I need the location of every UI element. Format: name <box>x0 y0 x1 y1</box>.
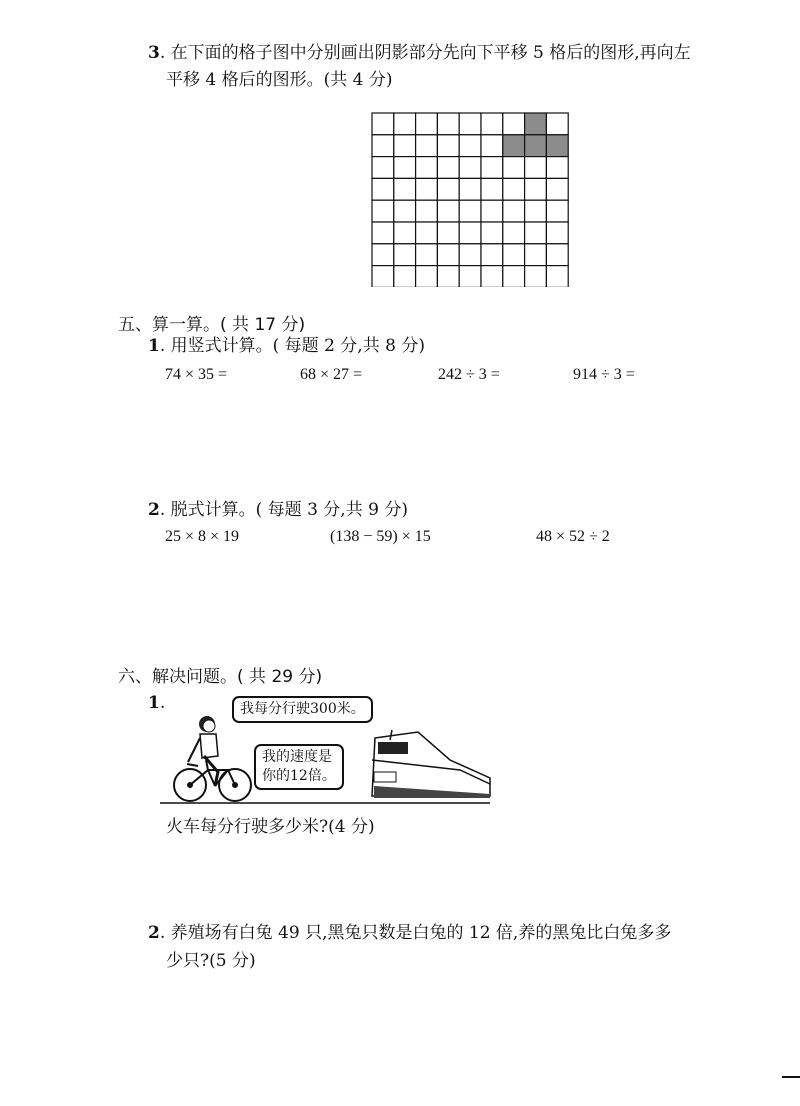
grid-cell <box>481 113 503 135</box>
stepwise-calc-expr-1: 25 × 8 × 19 <box>165 528 240 545</box>
grid-cell <box>546 266 568 287</box>
grid-cell <box>394 113 416 135</box>
q3-number: 3 <box>148 43 160 63</box>
s5-q1-text: . 用竖式计算。( 每题 2 分,共 8 分) <box>159 336 425 356</box>
grid-cell <box>437 135 459 157</box>
grid-cell <box>546 244 568 266</box>
grid-cell <box>372 244 394 266</box>
grid-cell <box>372 222 394 244</box>
vertical-calc-expr-3: 242 ÷ 3 = <box>438 366 500 383</box>
s5-q2-number: 2 <box>148 500 160 520</box>
grid-cell <box>416 244 438 266</box>
grid-cell <box>459 222 481 244</box>
grid-cell <box>394 244 416 266</box>
s6-q2-line1 <box>148 920 671 947</box>
s6-q1-dot: . <box>159 693 166 713</box>
grid-cell <box>546 178 568 200</box>
grid-cell <box>481 178 503 200</box>
grid-cell <box>416 222 438 244</box>
vertical-calc-expr-2: 68 × 27 = <box>300 366 363 383</box>
grid-cell <box>416 200 438 222</box>
q3-line1 <box>148 40 691 67</box>
grid-cell <box>546 200 568 222</box>
train-bubble-line1: 我的速度是 <box>262 749 332 765</box>
grid-cell-shaded <box>525 135 547 157</box>
page-edge-mark <box>782 1076 800 1078</box>
grid-cell <box>481 200 503 222</box>
grid-cell <box>416 135 438 157</box>
section5-title: 五、算一算。( 共 17 分) <box>118 315 306 335</box>
train-bubble-line2: 你的12倍。 <box>262 768 336 784</box>
grid-cell <box>437 178 459 200</box>
grid-cell <box>394 135 416 157</box>
grid-cell <box>459 157 481 179</box>
grid-cell <box>372 157 394 179</box>
s5-q2-line <box>148 497 408 524</box>
grid-cell <box>437 113 459 135</box>
grid-cell <box>503 222 525 244</box>
stepwise-calc-expr-3: 48 × 52 ÷ 2 <box>536 528 610 545</box>
grid-cell <box>437 222 459 244</box>
grid-cell-shaded <box>503 135 525 157</box>
grid-cell <box>372 178 394 200</box>
grid-cell <box>503 157 525 179</box>
grid-cell <box>459 113 481 135</box>
grid-cell <box>459 135 481 157</box>
grid-cell <box>503 178 525 200</box>
grid-cell <box>503 244 525 266</box>
grid-cell-shaded <box>546 135 568 157</box>
s6-q2-number: 2 <box>148 923 160 943</box>
stepwise-calc-expr-2: (138 − 59) × 15 <box>330 528 431 545</box>
grid-cell <box>372 135 394 157</box>
grid-cell <box>525 266 547 287</box>
s6-q1-question: 火车每分行驶多少米?(4 分) <box>166 817 375 837</box>
grid-cell <box>372 266 394 287</box>
grid-cell <box>546 222 568 244</box>
translation-grid <box>371 112 571 287</box>
train-icon <box>372 730 490 798</box>
grid-cell <box>437 200 459 222</box>
s5-q1-line <box>148 333 425 360</box>
grid-cell <box>525 178 547 200</box>
s5-q1-number: 1 <box>148 336 160 356</box>
grid-cell-shaded <box>525 113 547 135</box>
grid-cell <box>481 222 503 244</box>
grid-cell <box>525 200 547 222</box>
grid-cell <box>503 200 525 222</box>
grid-cell <box>416 157 438 179</box>
s6-q2-text-line1: . 养殖场有白兔 49 只,黑兔只数是白兔的 12 倍,养的黑兔比白兔多多 <box>159 923 672 943</box>
s6-q2-text-line2: 少只?(5 分) <box>166 951 256 971</box>
cyclist-speech-bubble: 我每分行驶300米。 <box>232 696 373 723</box>
grid-cell <box>525 244 547 266</box>
grid-cell <box>481 157 503 179</box>
grid-cell <box>437 157 459 179</box>
grid-cell <box>416 266 438 287</box>
train-speech-bubble <box>254 744 344 790</box>
grid-cell <box>546 157 568 179</box>
grid-cell <box>503 266 525 287</box>
vertical-calc-expr-1: 74 × 35 = <box>165 366 228 383</box>
grid-cell <box>372 113 394 135</box>
grid-cell <box>481 266 503 287</box>
q3-text-line1: . 在下面的格子图中分别画出阴影部分先向下平移 5 格后的图形,再向左 <box>159 43 691 63</box>
vertical-calc-expr-4: 914 ÷ 3 = <box>573 366 635 383</box>
q3-text-line2: 平移 4 格后的图形。(共 4 分) <box>166 70 393 90</box>
s6-q1-number: 1 <box>148 693 160 713</box>
grid-cell <box>459 178 481 200</box>
grid-cell <box>372 200 394 222</box>
s5-q2-text: . 脱式计算。( 每题 3 分,共 9 分) <box>159 500 408 520</box>
section6-title: 六、解决问题。( 共 29 分) <box>118 667 323 687</box>
grid-cell <box>459 266 481 287</box>
grid-cell <box>525 222 547 244</box>
grid-cell <box>459 244 481 266</box>
grid-cell <box>459 200 481 222</box>
grid-cell <box>394 178 416 200</box>
grid-cell <box>525 157 547 179</box>
grid-cell <box>546 113 568 135</box>
grid-cell <box>437 266 459 287</box>
grid-cell <box>481 244 503 266</box>
grid-cell <box>416 113 438 135</box>
grid-cell <box>416 178 438 200</box>
grid-cell <box>481 135 503 157</box>
grid-cell <box>394 222 416 244</box>
grid-cell <box>503 113 525 135</box>
grid-cell <box>437 244 459 266</box>
grid-cell <box>394 200 416 222</box>
grid-cell <box>394 157 416 179</box>
grid-cell <box>394 266 416 287</box>
